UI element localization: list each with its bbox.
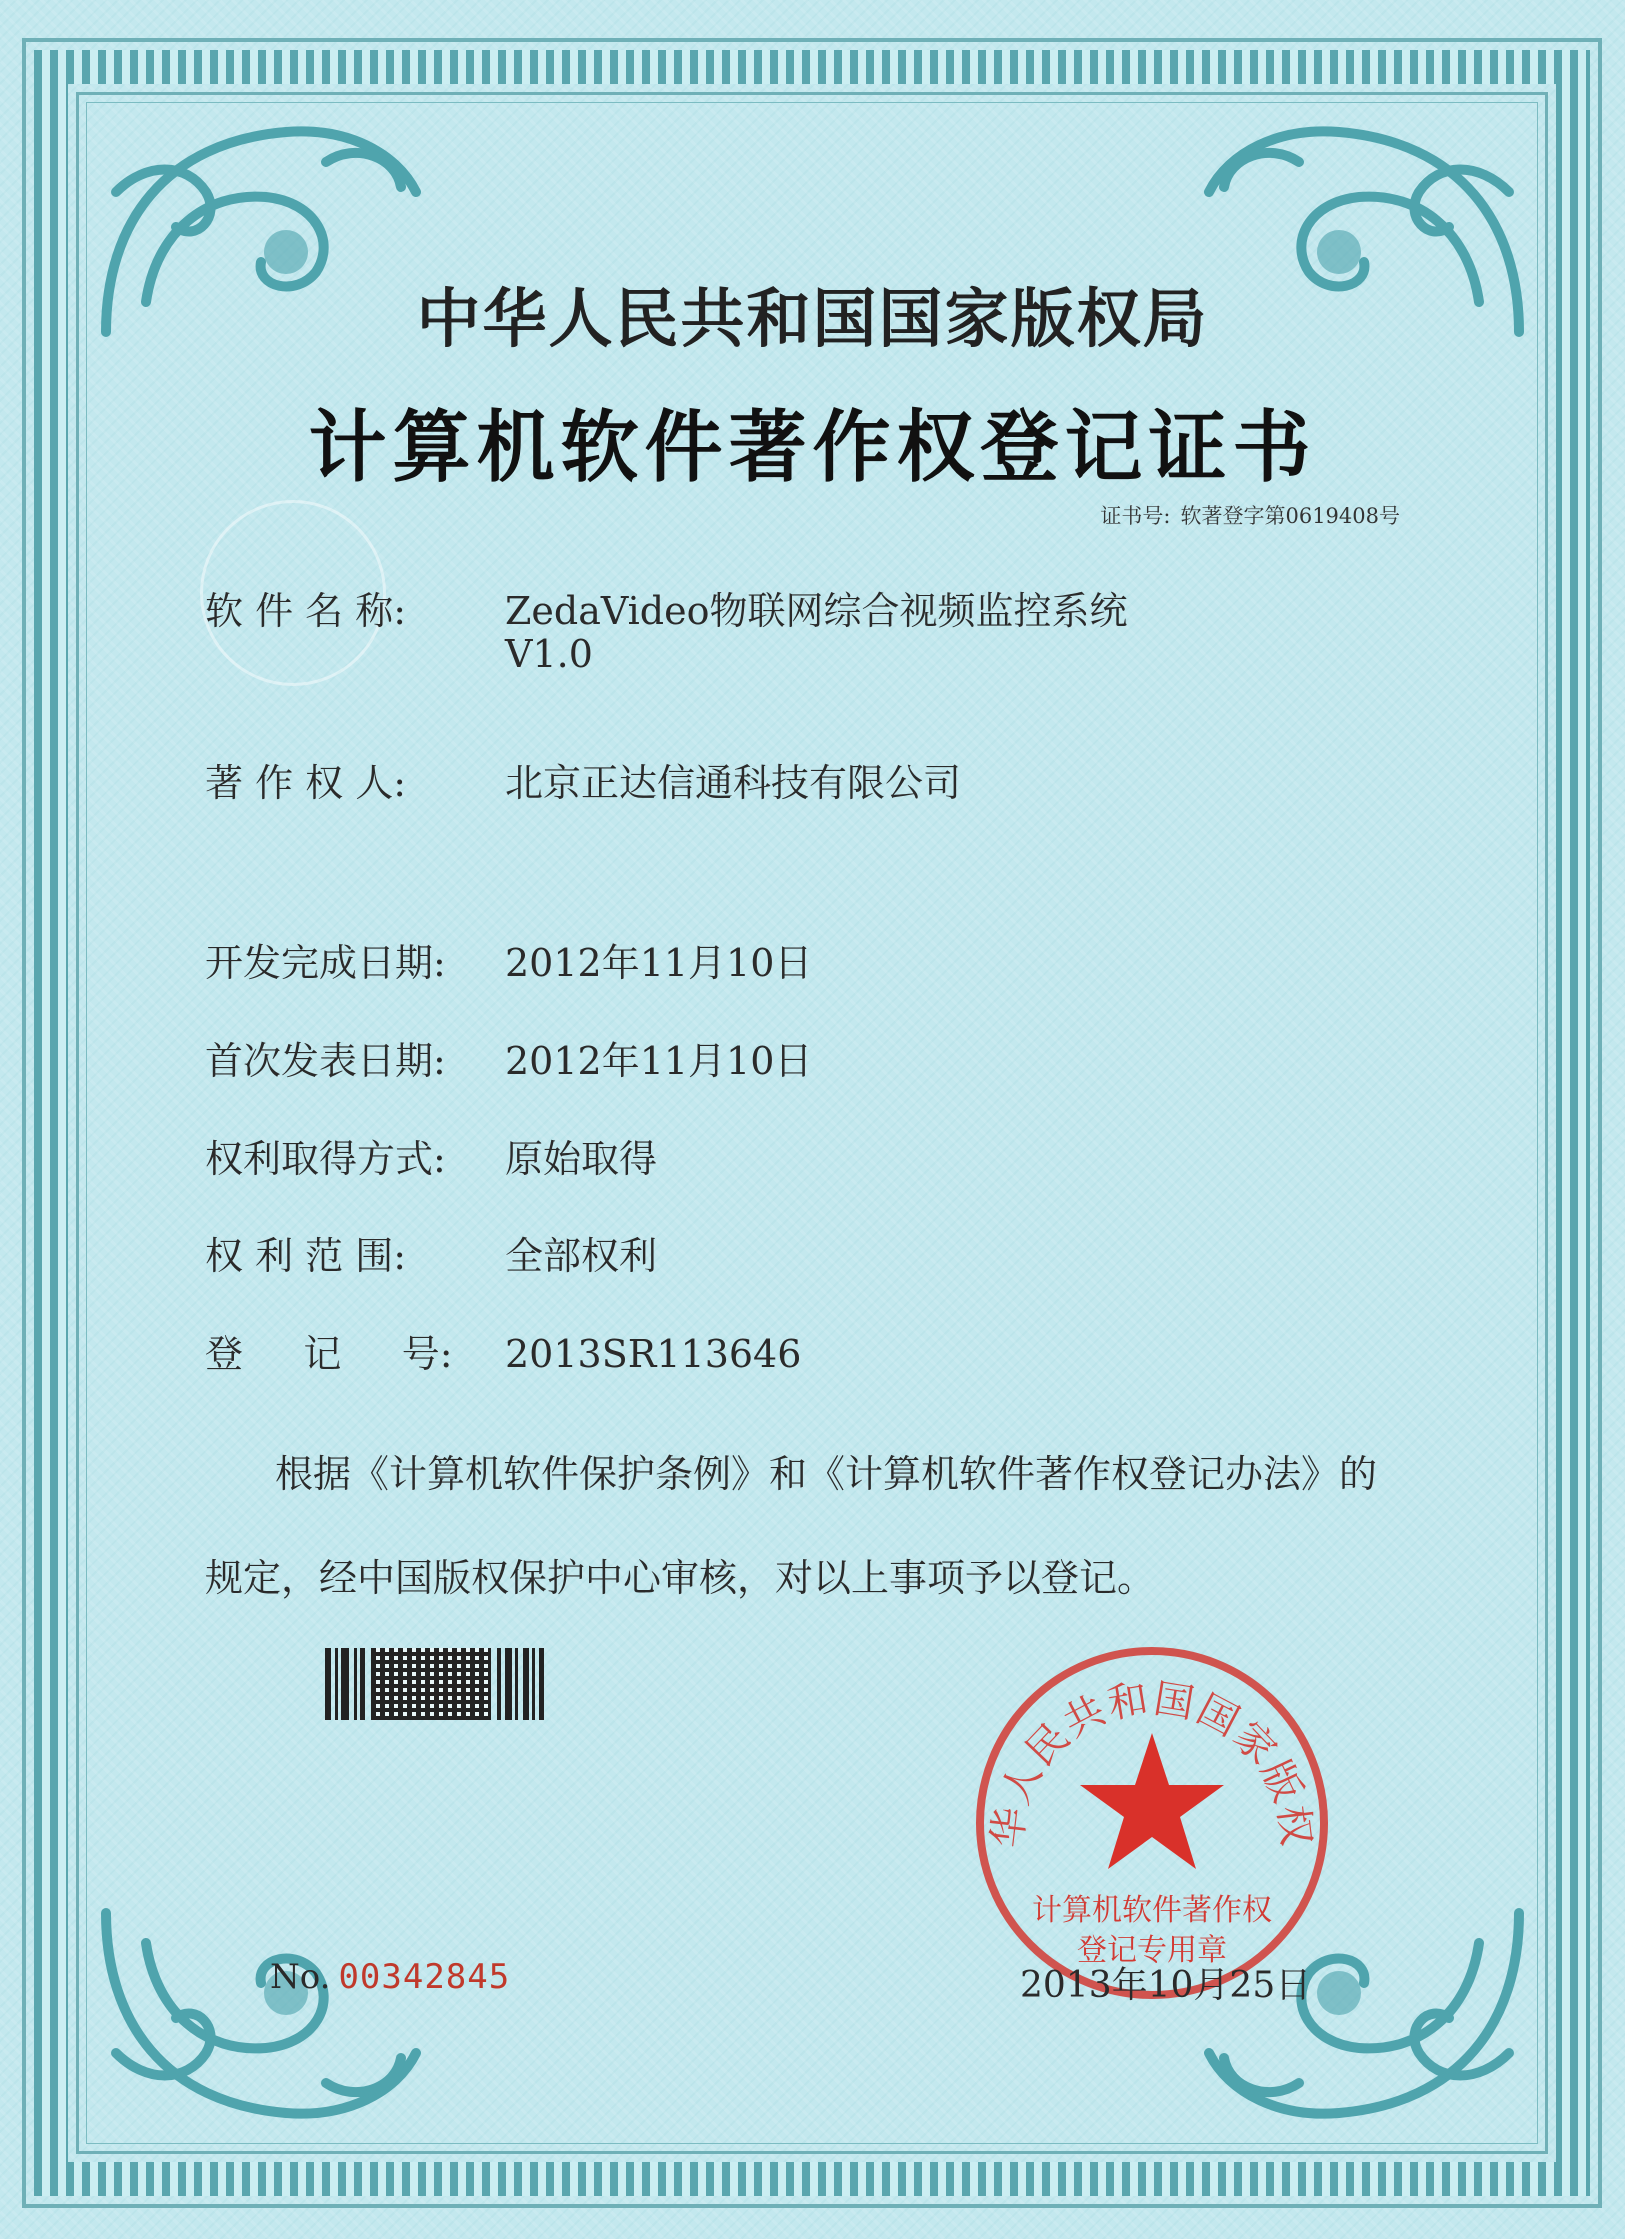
field-scope [205, 1225, 657, 1280]
issue-date: 2013年10月25日 [1020, 1965, 1312, 2006]
field-label: 开发完成日期: [205, 941, 446, 985]
field-copyright-owner [205, 752, 961, 807]
field-registration-number [205, 1323, 801, 1378]
serial-value: 00342845 [338, 1957, 511, 1997]
seal-star-icon [1080, 1733, 1224, 1869]
statement-line-2: 规定，经中国版权保护中心审核，对以上事项予以登记。 [205, 1556, 1156, 1600]
seal-inner-line2: 登记专用章 [1077, 1933, 1227, 1968]
cert-number-label: 证书号: [1100, 504, 1171, 528]
field-label: 首次发表日期: [205, 1039, 446, 1083]
2d-code [371, 1648, 491, 1720]
cert-number-value: 软著登字第0619408号 [1180, 504, 1400, 528]
field-value: 2013SR113646 [505, 1332, 802, 1376]
seal-ring-text: 华人民共和国国家版权 [984, 1675, 1320, 1850]
field-value-line2: V1.0 [505, 632, 593, 676]
field-label: 权利取得方式: [205, 1137, 446, 1181]
issuer-title: 中华人民共和国国家版权局 [416, 282, 1209, 357]
barcode [325, 1648, 560, 1720]
field-publish-date [205, 1030, 812, 1085]
serial-number [270, 1957, 510, 1997]
field-value: 全部权利 [505, 1234, 658, 1278]
field-value: ZedaVideo物联网综合视频监控系统 [505, 589, 1128, 633]
certificate-title: 计算机软件著作权登记证书 [308, 402, 1317, 493]
corner-ornament-bottom-left [86, 1883, 446, 2143]
official-seal [967, 1638, 1337, 2008]
field-label: 软 件 名 称: [205, 589, 407, 633]
serial-prefix: No. [270, 1957, 331, 1997]
field-value: 原始取得 [505, 1137, 658, 1181]
field-value: 北京正达信通科技有限公司 [505, 761, 962, 805]
cert-number [1090, 500, 1400, 530]
field-software-name [205, 580, 1128, 676]
field-dev-date [205, 932, 812, 987]
seal-inner-line1: 计算机软件著作权 [1032, 1893, 1272, 1928]
field-label: 权 利 范 围: [205, 1234, 407, 1278]
statement-line-1: 根据《计算机软件保护条例》和《计算机软件著作权登记办法》的 [275, 1452, 1378, 1496]
field-value: 2012年11月10日 [505, 1039, 813, 1083]
field-value: 2012年11月10日 [505, 941, 813, 985]
field-acquisition [205, 1128, 657, 1183]
field-label: 著 作 权 人: [205, 761, 407, 805]
field-label: 登 记 号: [205, 1332, 453, 1376]
